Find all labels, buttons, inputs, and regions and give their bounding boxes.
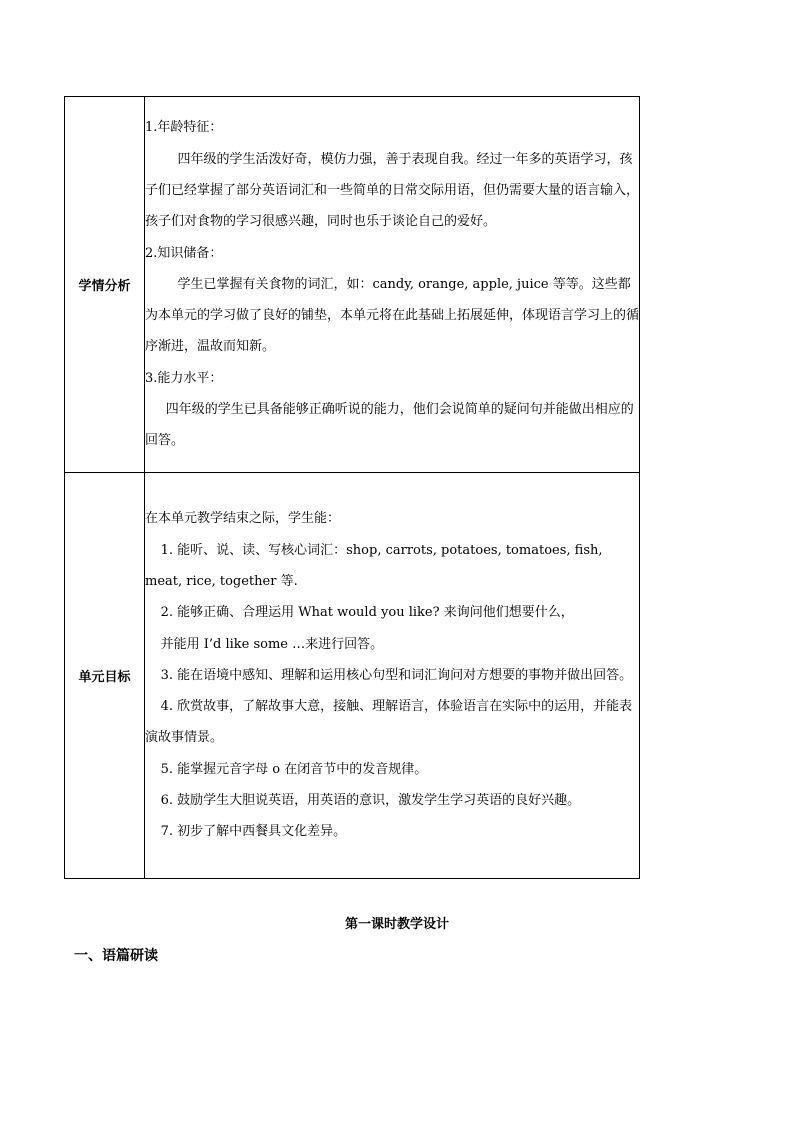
list-item: 7. 初步了解中西餐具文化差异。 (160, 824, 347, 840)
paragraph: 学生已掌握有关食物的词汇，如：candy, orange, apple, juice 等等。这些都为本单元的学习做了良好的铺垫，本单元将在此基础上拓展延伸，体现语言学习上的循序渐进，温故而知新。 (145, 276, 640, 355)
list-item: 4. 欣赏故事，了解故事大意，接触、理解语言，体验语言在实际中的运用，并能表演故事情景。 (145, 699, 633, 746)
list-item: 2. 能够正确、合理运用 What would you like? 来询问他们想要什么， (160, 605, 574, 621)
paragraph: 四年级的学生活泼好奇，模仿力强，善于表现自我。经过一年多的英语学习，孩子们已经掌握了部分英语词汇和一些简单的日常交际用语，但仍需要大量的语言输入，孩子们对食物的学习很感兴趣，同时也乐于谈论自己的爱好。 (145, 151, 640, 230)
section-heading: 一、语篇研读 (74, 948, 158, 964)
row-label-unit-goals: 单元目标 (65, 473, 145, 879)
row-content-unit-goals (145, 473, 640, 879)
list-item: 1. 能听、说、读、写核心词汇：shop, carrots, potatoes, tomatoes, fish, meat, rice, together 等. (145, 542, 603, 589)
paragraph: 在本单元教学结束之际，学生能： (145, 511, 341, 527)
table-row (65, 97, 640, 473)
list-item: 6. 鼓励学生大胆说英语，用英语的意识，激发学生学习英语的良好兴趣。 (160, 793, 581, 809)
list-item: 3. 能在语境中感知、理解和运用核心句型和词汇询问对方想要的事物并做出回答。 (160, 667, 633, 683)
paragraph: 3.能力水平： (145, 370, 223, 386)
paragraph: 四年级的学生已具备能够正确听说的能力，他们会说简单的疑问句并能做出相应的回答。 (145, 402, 634, 449)
row-content-student-analysis (145, 97, 640, 473)
analysis-table (64, 96, 640, 879)
paragraph: 1.年龄特征： (145, 120, 223, 136)
list-item-continuation: 并能用 I’d like some …来进行回答。 (160, 636, 384, 652)
lesson-title: 第一课时教学设计 (344, 917, 449, 932)
table-row (65, 473, 640, 879)
list-item: 5. 能掌握元音字母 o 在闭音节中的发音规律。 (160, 761, 428, 777)
paragraph: 2.知识储备： (145, 245, 223, 261)
row-label-student-analysis: 学情分析 (65, 97, 145, 473)
